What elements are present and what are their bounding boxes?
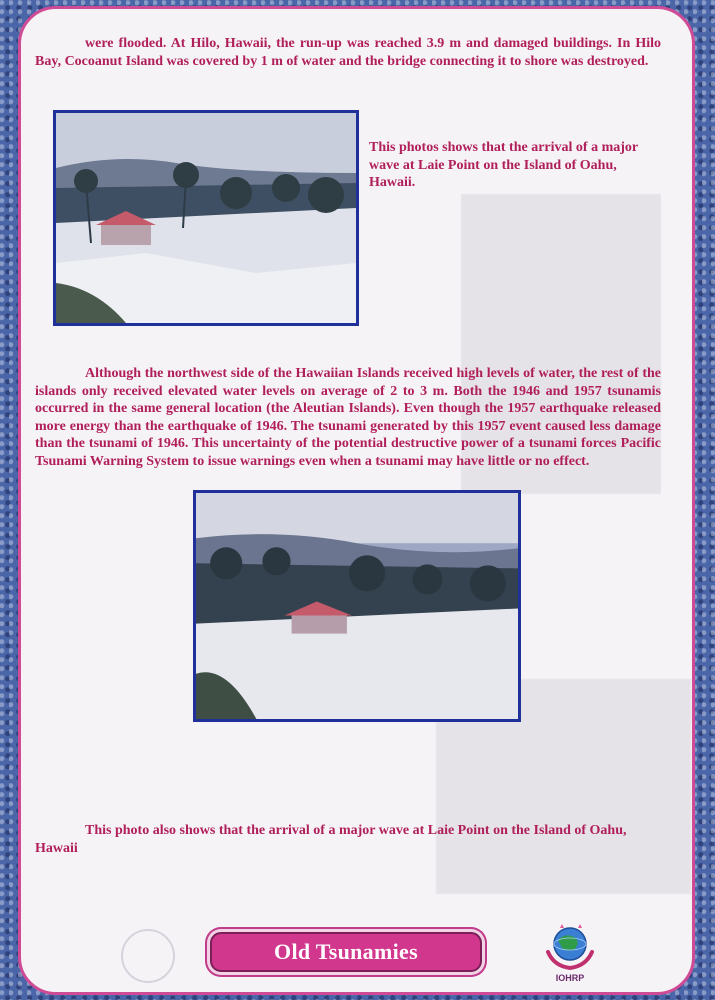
bottom-photo-caption: This photo also shows that the arrival of a major wave at Laie Point on the Island of Oahu, Hawaii — [35, 823, 627, 856]
photo-laie-point-wave-1 — [53, 110, 359, 326]
globe-hands-icon — [540, 922, 600, 974]
body-paragraph: Although the northwest side of the Hawaiian Islands received high levels of water, the rest of the islands only received elevated water levels on average of 2 to 3 m. Both the 1946 and 1957 tsunamis occurred in the same general location (the Aleutian Islands). Even though the 1957 earthquake released more energy than the earthquake of 1946. The tsunami generated by this 1957 event caused less damage than the tsunami of 1946. This uncertainty of the potential destructive power of a tsunami forces Pacific Tsunami Warning System to issue warnings even when a tsunami may have little or no effect. — [35, 366, 661, 469]
watermark-logo-icon — [121, 929, 175, 983]
iohrp-logo — [540, 922, 600, 988]
opening-paragraph: were flooded. At Hilo, Hawaii, the run-up was reached 3.9 m and damaged buildings. In Hilo Bay, Cocoanut Island was covered by 1 m of water and the bridge connecting it to shore was destroyed. — [35, 36, 661, 69]
logo-label: IOHRP — [555, 973, 585, 983]
top-photo-caption: This photos shows that the arrival of a major wave at Laie Point on the Island of Oahu, Hawaii. — [369, 140, 638, 190]
photo-laie-point-wave-2 — [193, 490, 521, 722]
page — [18, 6, 695, 995]
section-title: Old Tsunamies — [274, 939, 418, 964]
section-title-banner — [210, 932, 482, 972]
